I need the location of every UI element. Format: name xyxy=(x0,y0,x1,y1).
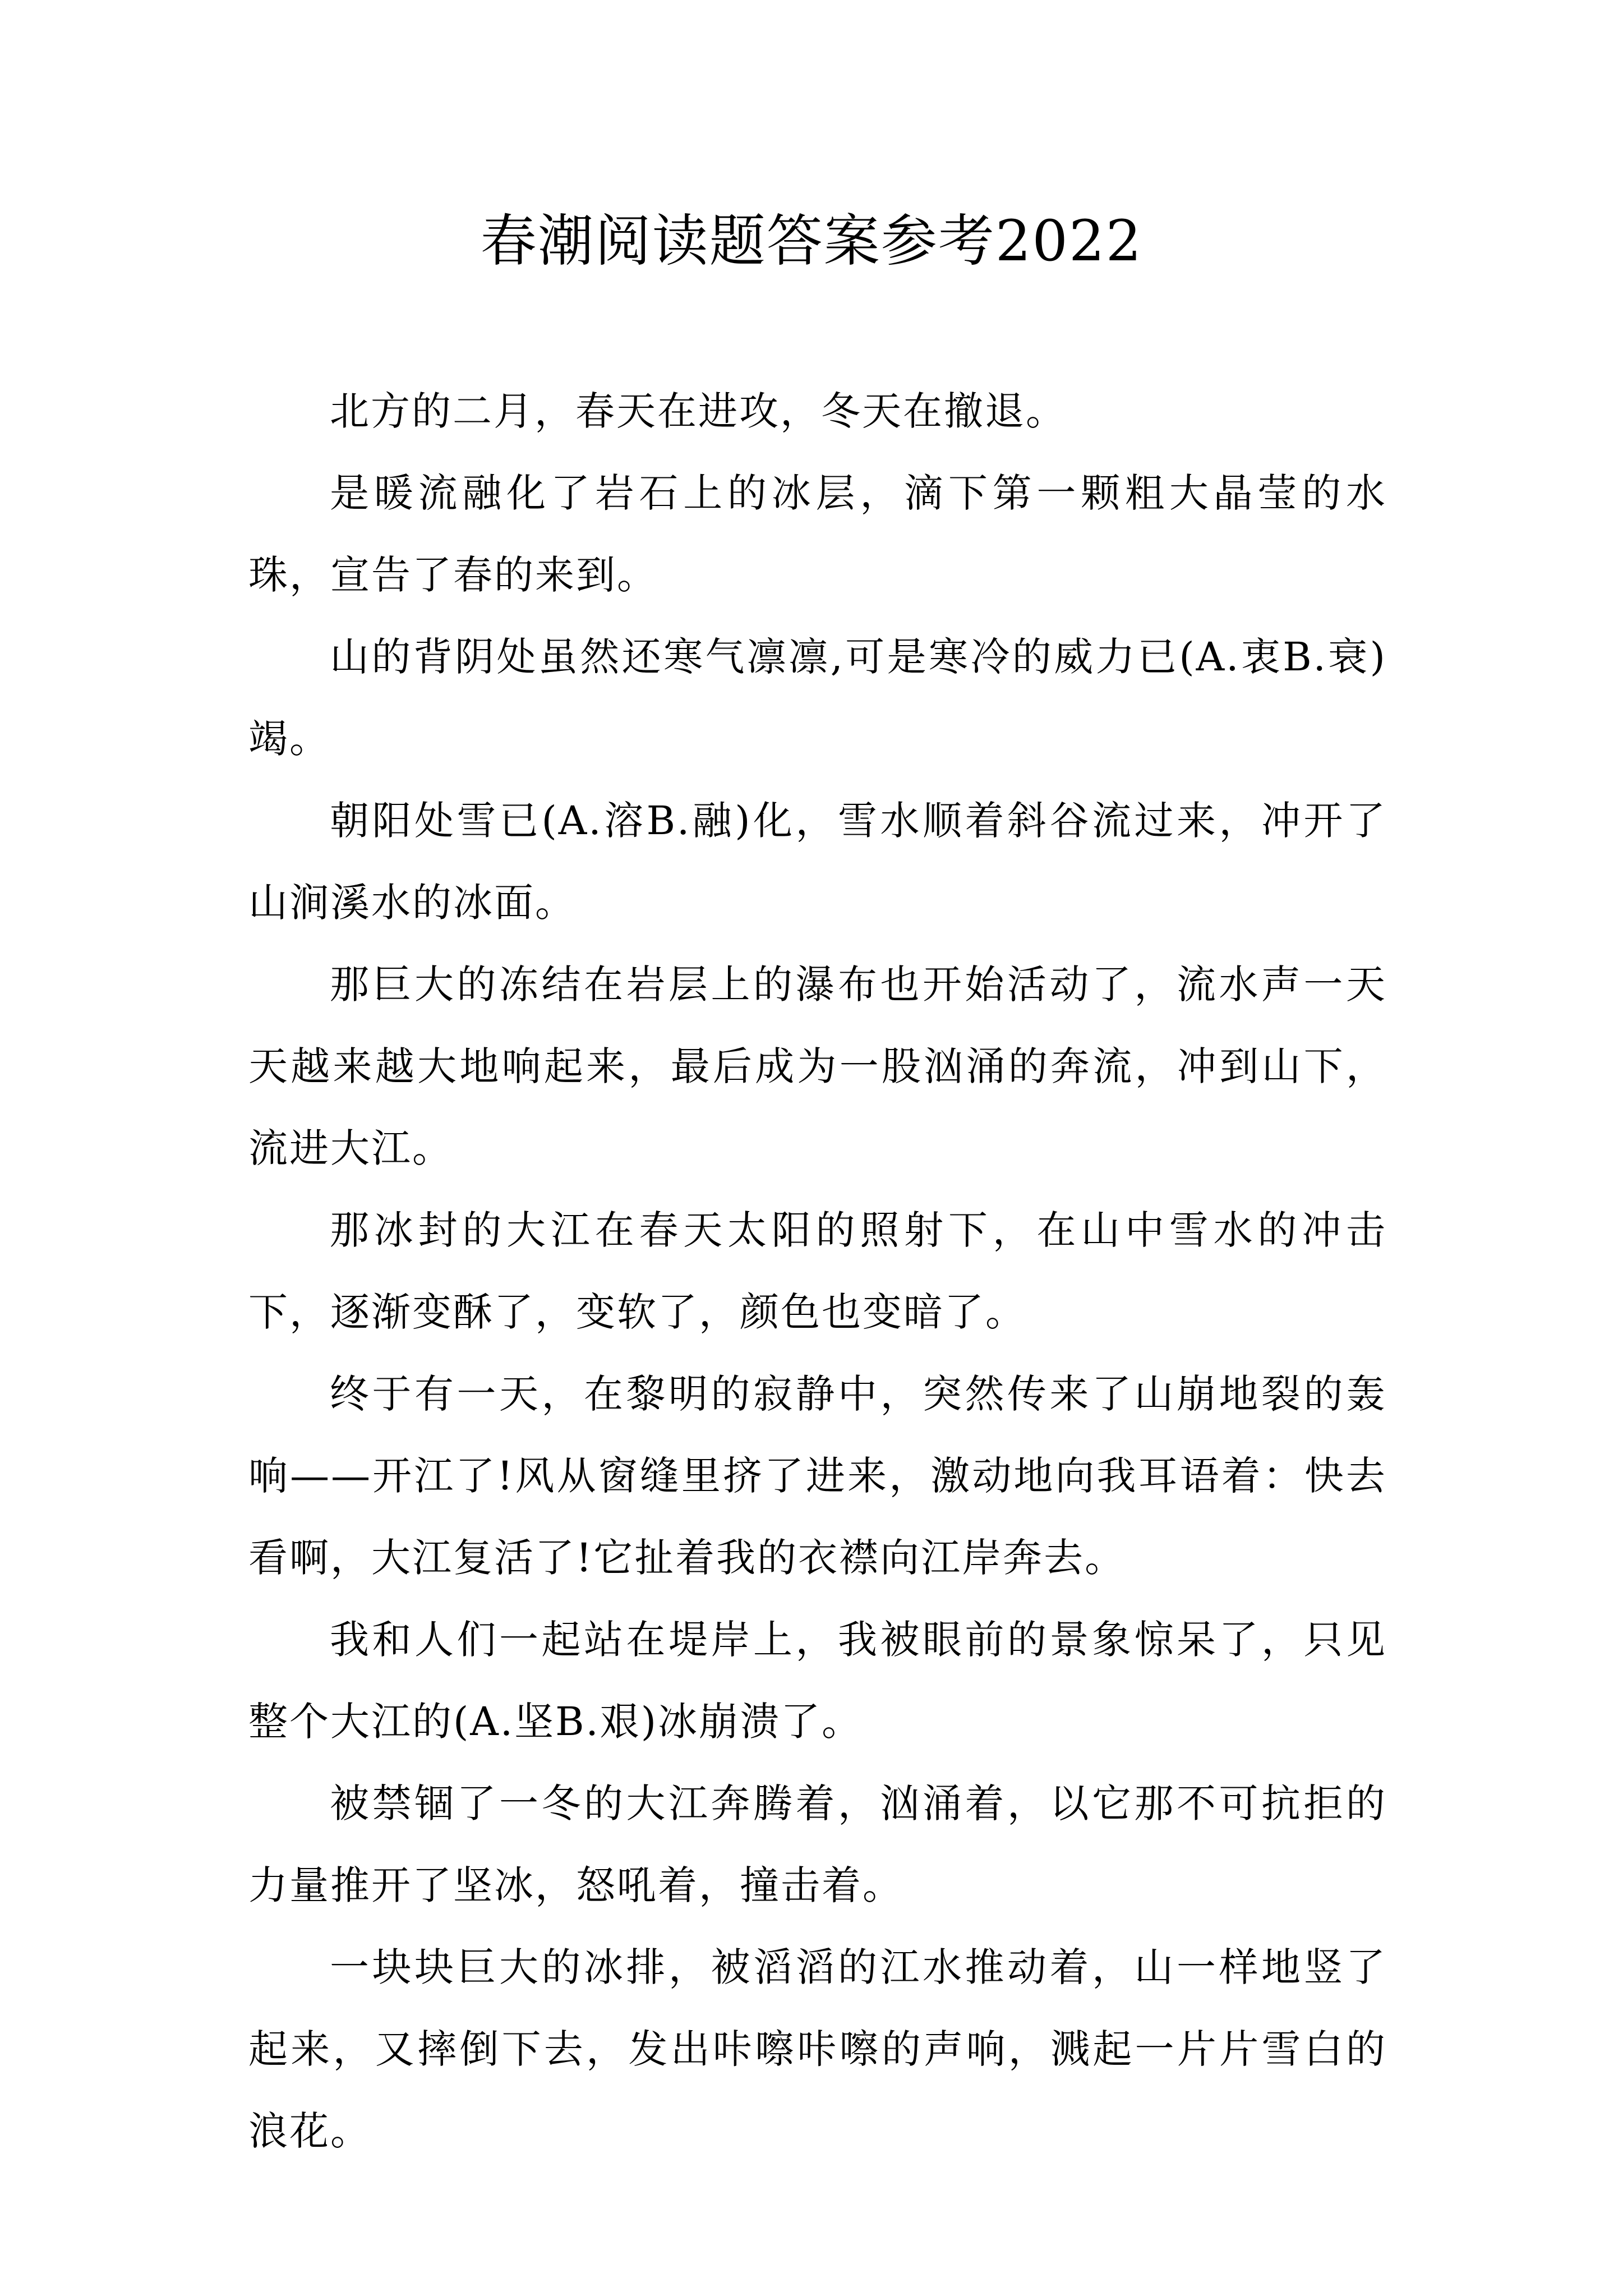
paragraph-1: 北方的二月，春天在进攻，冬天在撤退。 xyxy=(330,388,1067,434)
paragraph-3: 山的背阴处虽然还寒气凛凛,可是寒冷的威力已(A.衷B.衰)竭。 xyxy=(248,634,1387,762)
paragraph-7: 终于有一天，在黎明的寂静中，突然传来了山崩地裂的轰响——开江了!风从窗缝里挤了进来，激动地向我耳语着：快去看啊，大江复活了!它扯着我的衣襟向江岸奔去。 xyxy=(248,1371,1387,1581)
paragraph-6: 那冰封的大江在春天太阳的照射下，在山中雪水的冲击下，逐渐变酥了，变软了，颜色也变暗了。 xyxy=(248,1207,1387,1335)
paragraph-2: 是暖流融化了岩石上的冰层，滴下第一颗粗大晶莹的水珠，宣告了春的来到。 xyxy=(248,470,1387,598)
paragraph-9: 被禁锢了一冬的大江奔腾着，汹涌着，以它那不可抗拒的力量推开了坚冰，怒吼着，撞击着。 xyxy=(248,1780,1387,1908)
paragraph-10: 一块块巨大的冰排，被滔滔的江水推动着，山一样地竖了起来，又摔倒下去，发出咔嚓咔嚓的声响，溅起一片片雪白的浪花。 xyxy=(248,1944,1387,2154)
document-title: 春潮阅读题答案参考2022 xyxy=(480,208,1143,274)
document-body xyxy=(248,370,1387,2172)
paragraph-5: 那巨大的冻结在岩层上的瀑布也开始活动了，流水声一天天越来越大地响起来，最后成为一股汹涌的奔流，冲到山下，流进大江。 xyxy=(248,961,1387,1171)
paragraph-8: 我和人们一起站在堤岸上，我被眼前的景象惊呆了，只见整个大江的(A.坚B.艰)冰崩溃了。 xyxy=(248,1617,1387,1745)
paragraph-4: 朝阳处雪已(A.溶B.融)化，雪水顺着斜谷流过来，冲开了山涧溪水的冰面。 xyxy=(248,798,1387,926)
